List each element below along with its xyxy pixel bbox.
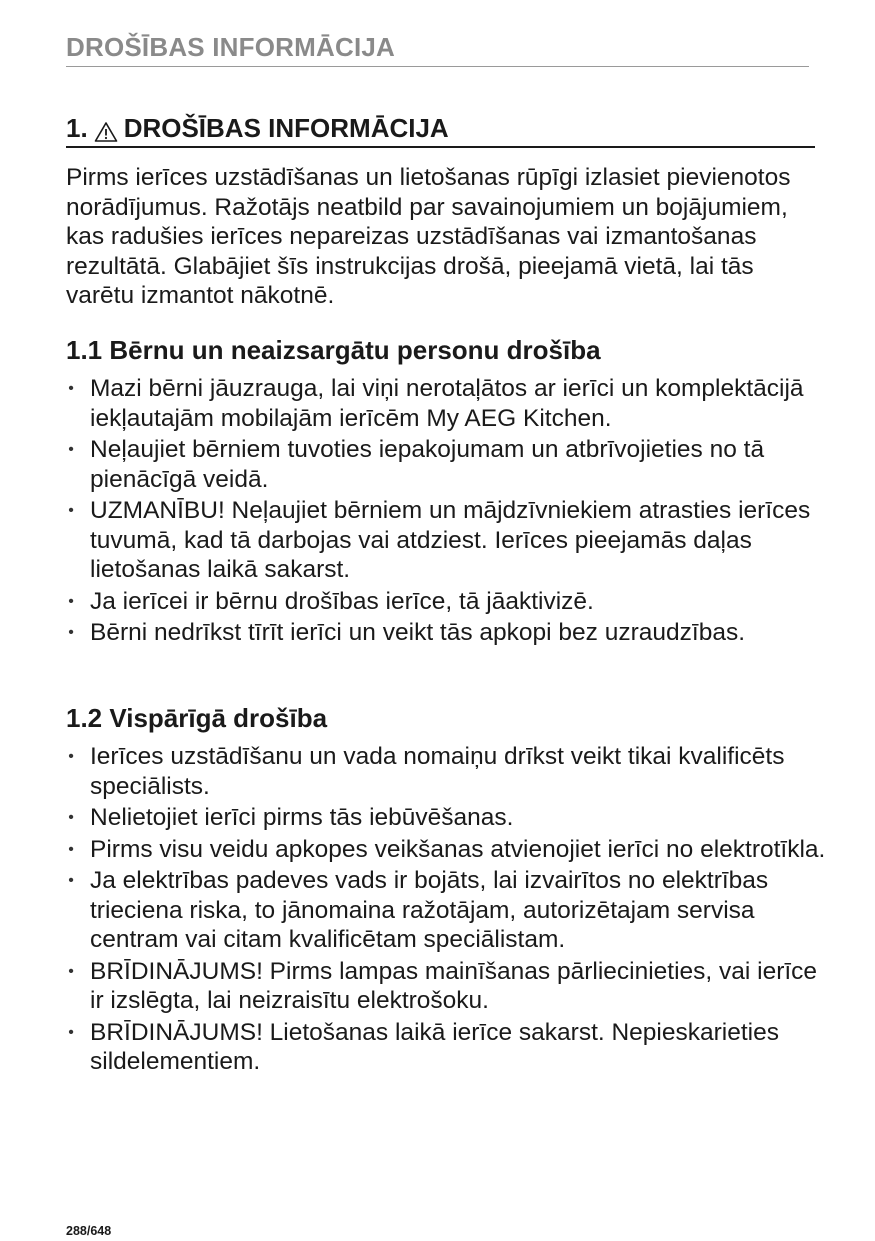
bullet-icon: •: [68, 1023, 74, 1041]
list-item-text: Nelietojiet ierīci pirms tās iebūvēšanas.: [90, 804, 514, 831]
warning-triangle-icon: [94, 117, 118, 139]
bullet-icon: •: [68, 748, 74, 765]
list-item-text: Pirms visu veidu apkopes veikšanas atvienojiet ierīci no elektrotīkla.: [90, 835, 826, 863]
children-safety-list: [66, 374, 826, 650]
list-item-text: BRĪDINĀJUMS! Pirms lampas mainīšanas pārliecinieties, vai ierīce ir izslēgta, lai neizraisītu elektrošoku.: [90, 957, 818, 1014]
list-item-text: BRĪDINĀJUMS! Lietošanas laikā ierīce sakarst. Nepieskarieties sildelementiem.: [90, 1018, 779, 1075]
list-item: [66, 435, 826, 494]
section-title-text: DROŠĪBAS INFORMĀCIJA: [123, 113, 449, 143]
list-item: [66, 496, 826, 585]
bullet-icon: •: [68, 441, 74, 458]
section-title: [66, 111, 815, 148]
list-item-text: Bērni nedrīkst tīrīt ierīci un veikt tās apkopi bez uzraudzības.: [90, 619, 746, 646]
subsection-title-children-safety: 1.1 Bērnu un neaizsargātu personu drošība: [66, 335, 601, 365]
list-item-text: UZMANĪBU! Neļaujiet bērniem un mājdzīvniekiem atrasties ierīces tuvumā, kad tā darbojas vai atdziest. Ierīces pieejamās daļas lietošanas laikā sakarst.: [90, 497, 811, 583]
bullet-icon: •: [68, 502, 74, 519]
list-item-text: Ja elektrības padeves vads ir bojāts, lai izvairītos no elektrības trieciena riska, to jānomaina ražotājam, autorizētajam servisa centram vai citam kvalificētam speciālistam.: [90, 867, 769, 953]
bullet-icon: •: [68, 380, 74, 397]
list-item: [66, 835, 826, 865]
list-item: [66, 374, 826, 433]
intro-paragraph: [66, 163, 826, 311]
list-item: [66, 742, 826, 801]
list-item: [66, 587, 826, 617]
intro-text: Pirms ierīces uzstādīšanas un lietošanas rūpīgi izlasiet pievienotos norādījumus. Ražotājs neatbild par savainojumiem un bojājumiem, kas radušies ierīces nepareizas uzstādīšanas vai izmantošanas rezultātā. Glabājiet šīs instrukcijas drošā, pieejamā vietā, lai tās varētu izmantot nākotnē.: [66, 164, 791, 309]
subsection-title-general-safety: 1.2 Vispārīgā drošība: [66, 703, 328, 733]
general-safety-list: [66, 742, 826, 1079]
list-item: [66, 957, 826, 1016]
list-item-text: Neļaujiet bērniem tuvoties iepakojumam un atbrīvojieties no tā pienācīgā veidā.: [90, 436, 765, 493]
list-item: [66, 803, 826, 833]
list-item-text: Ja ierīcei ir bērnu drošības ierīce, tā jāaktivizē.: [90, 587, 594, 615]
list-item-text: Mazi bērni jāuzrauga, lai viņi nerotaļātos ar ierīci un komplektācijā iekļautajām mobilajām ierīcēm My AEG Kitchen.: [90, 375, 804, 432]
bullet-icon: •: [68, 840, 74, 858]
bullet-icon: •: [68, 809, 74, 826]
bullet-icon: •: [68, 872, 74, 889]
bullet-icon: •: [68, 962, 74, 980]
list-item-text: Ierīces uzstādīšanu un vada nomaiņu drīkst veikt tikai kvalificēts speciālists.: [90, 743, 785, 800]
list-item: [66, 618, 826, 648]
list-item: [66, 1018, 826, 1077]
section-number: 1.: [66, 113, 88, 143]
bullet-icon: •: [68, 624, 74, 641]
list-item: [66, 866, 826, 955]
running-header: DROŠĪBAS INFORMĀCIJA: [66, 30, 809, 67]
bullet-icon: •: [68, 592, 74, 610]
page-number: 288/648: [66, 1224, 112, 1238]
